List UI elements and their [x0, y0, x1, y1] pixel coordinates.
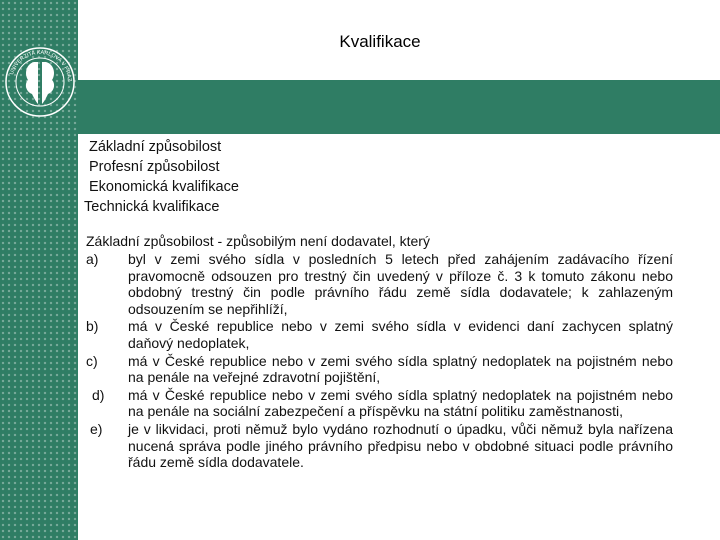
item-text: byl v zemi svého sídla v posledních 5 letech před zahájením zadávacího řízení pravomocně odsouzen pro trestný čin uvedený v příloze č. 3 k tomuto zákonu nebo obdobný trestný čin podle právního řádu země sídla dodavatele; k zahlazeným odsouzením se nepřihlíží,	[128, 251, 673, 317]
item-label: a)	[86, 251, 99, 267]
intro-text: Základní způsobilost - způsobilým není dodavatel, který	[86, 233, 430, 249]
item-label: e)	[90, 420, 103, 437]
item-text: má v České republice nebo v zemi svého sídla splatný nedoplatek na pojistném nebo na penále na veřejné zdravotní pojištění,	[128, 352, 673, 386]
list-item	[86, 421, 673, 471]
page-title: Kvalifikace	[339, 32, 421, 51]
item-label: d)	[92, 386, 105, 403]
university-seal-icon	[4, 46, 76, 118]
item-text: je v likvidaci, proti němuž bylo vydáno rozhodnutí o úpadku, vůči němuž byla nařízena nucená správa podle jiného právního předpisu nebo v obdobné situaci podle právního řádu země sídla dodavatele.	[128, 420, 673, 471]
header-band	[78, 80, 720, 134]
list-item	[86, 251, 673, 317]
item-text: má v České republice nebo v zemi svého sídla splatný nedoplatek na pojistném nebo na penále na sociální zabezpečení a příspěvku na státní politiku zaměstnanosti,	[128, 386, 673, 420]
item-text: má v České republice nebo v zemi svého sídla v evidenci daní zachycen splatný daňový nedoplatek,	[128, 318, 673, 351]
list-item	[86, 387, 673, 420]
seal-text: UNIVERZITA KARLOVA V PRAZ	[9, 49, 73, 82]
item-label: b)	[86, 318, 99, 335]
list-item	[86, 318, 673, 351]
list-item	[86, 353, 673, 386]
contents-item: Základní způsobilost	[89, 139, 222, 155]
svg-text:UNIVERZITA KARLOVA V PRAZE	[4, 46, 72, 82]
contents-list	[86, 137, 239, 217]
item-label: c)	[86, 352, 98, 369]
contents-item: Profesní způsobilost	[89, 159, 220, 175]
contents-item: Ekonomická kvalifikace	[89, 179, 239, 195]
criteria-list	[86, 251, 673, 472]
contents-item: Technická kvalifikace	[84, 199, 220, 215]
